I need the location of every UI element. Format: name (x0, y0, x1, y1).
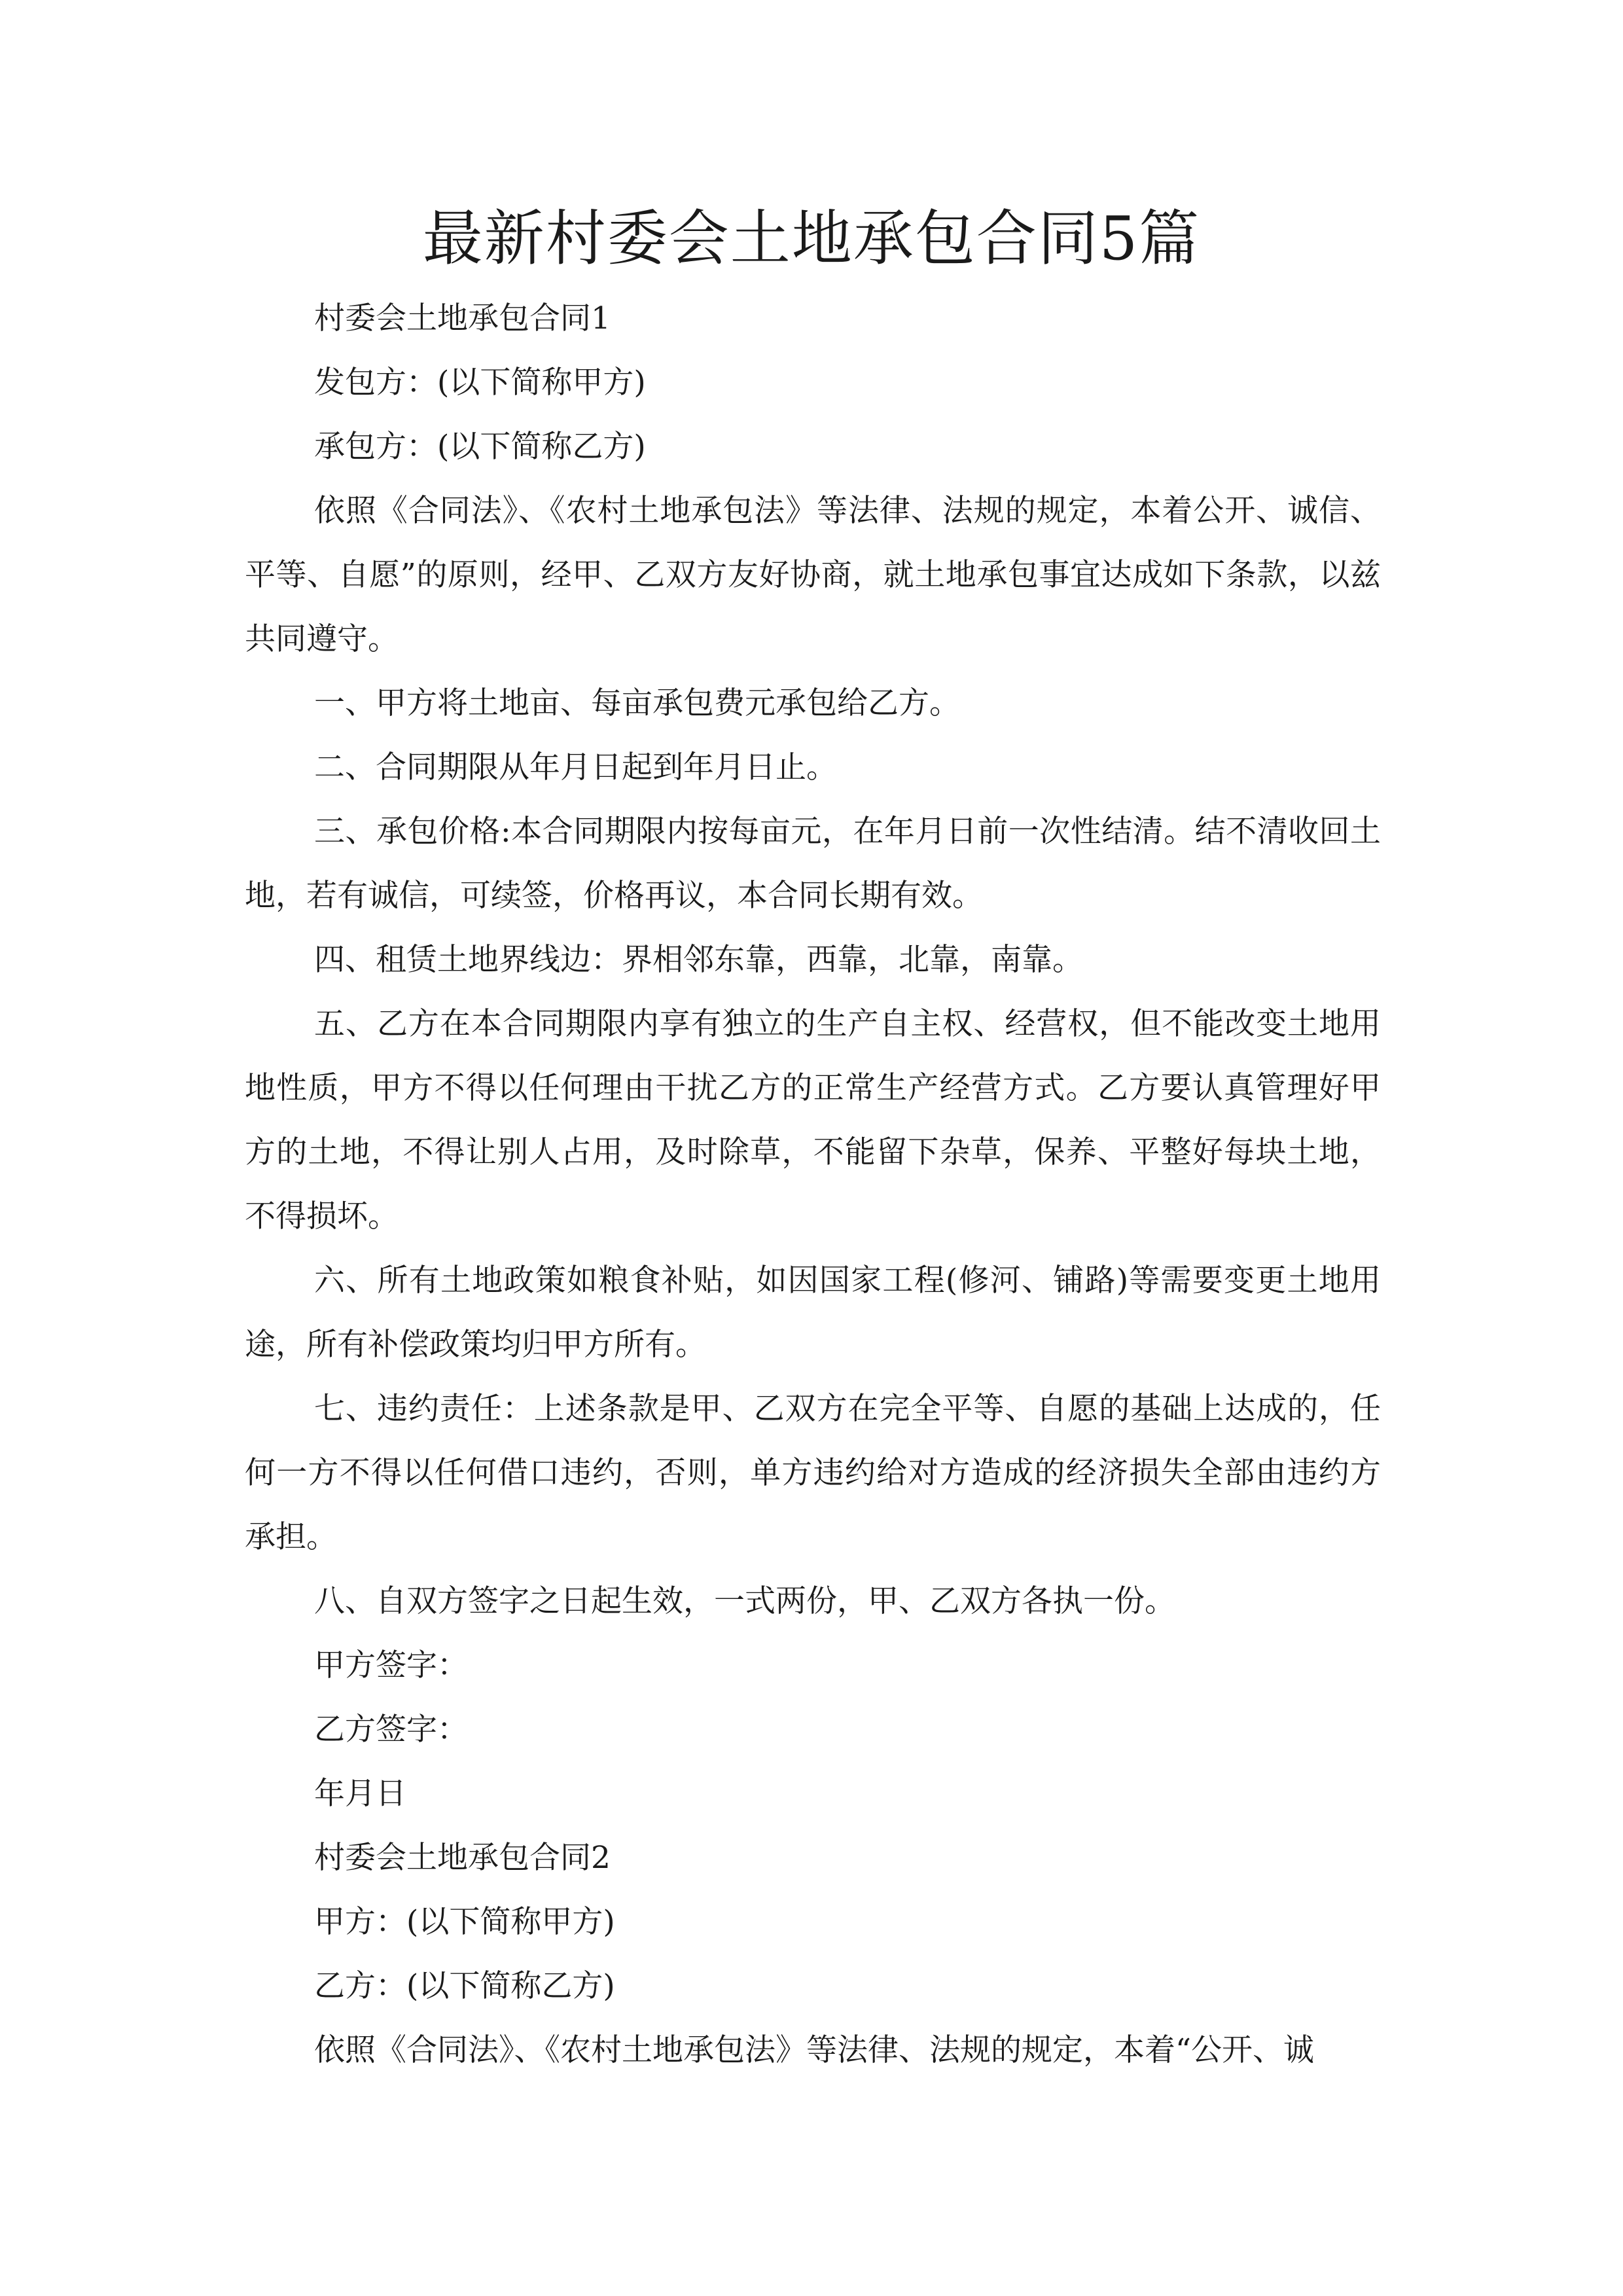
contract-1-clause-5: 五、乙方在本合同期限内享有独立的生产自主权、经营权，但不能改变土地用地性质，甲方不得以任何理由干扰乙方的正常生产经营方式。乙方要认真管理好甲方的土地，不得让别人占用，及时除草，不能留下杂草，保养、平整好每块土地，不得损坏。 (245, 1006, 1381, 1234)
contract-2-heading: 村委会土地承包合同2 (314, 1840, 611, 1876)
party-b-signature-line: 乙方签字： (314, 1712, 468, 1748)
contract-1-clause-2: 二、合同期限从年月日起到年月日止。 (314, 749, 837, 785)
contract-1-preamble: 依照《合同法》、《农村土地承包法》等法律、法规的规定，本着公开、诚信、平等、自愿”的原则，经甲、乙双方友好协商，就土地承包事宜达成如下条款，以兹共同遵守。 (245, 493, 1381, 657)
contract-1-clause-8: 八、自双方签字之日起生效，一式两份，甲、乙双方各执一份。 (314, 1583, 1175, 1619)
contract-1-issuer: 发包方：(以下简称甲方) (314, 365, 646, 401)
contract-1-contractor: 承包方：(以下简称乙方) (314, 429, 646, 465)
document-title: 最新村委会土地承包合同5篇 (422, 204, 1201, 274)
contract-1-clause-6: 六、所有土地政策如粮食补贴，如因国家工程(修河、铺路)等需要变更土地用途，所有补偿政策均归甲方所有。 (245, 1263, 1381, 1363)
contract-2-party-b: 乙方：(以下简称乙方) (314, 1968, 615, 2004)
document-body (245, 287, 1381, 2083)
date-line: 年月日 (314, 1776, 406, 1812)
contract-2-party-a: 甲方：(以下简称甲方) (314, 1904, 615, 1940)
contract-1-clause-1: 一、甲方将土地亩、每亩承包费元承包给乙方。 (314, 685, 960, 721)
party-a-signature-line: 甲方签字： (314, 1647, 468, 1683)
contract-1-clause-7: 七、违约责任：上述条款是甲、乙双方在完全平等、自愿的基础上达成的，任何一方不得以任何借口违约，否则，单方违约给对方造成的经济损失全部由违约方承担。 (245, 1391, 1381, 1555)
contract-1-heading: 村委会土地承包合同1 (314, 300, 611, 336)
contract-1-clause-4: 四、租赁土地界线边：界相邻东靠，西靠，北靠，南靠。 (314, 942, 1083, 978)
contract-2-preamble: 依照《合同法》、《农村土地承包法》等法律、法规的规定，本着“公开、诚 (314, 2032, 1315, 2068)
contract-1-clause-3: 三、承包价格:本合同期限内按每亩元，在年月日前一次性结清。结不清收回土地，若有诚信，可续签，价格再议，本合同长期有效。 (245, 814, 1381, 914)
